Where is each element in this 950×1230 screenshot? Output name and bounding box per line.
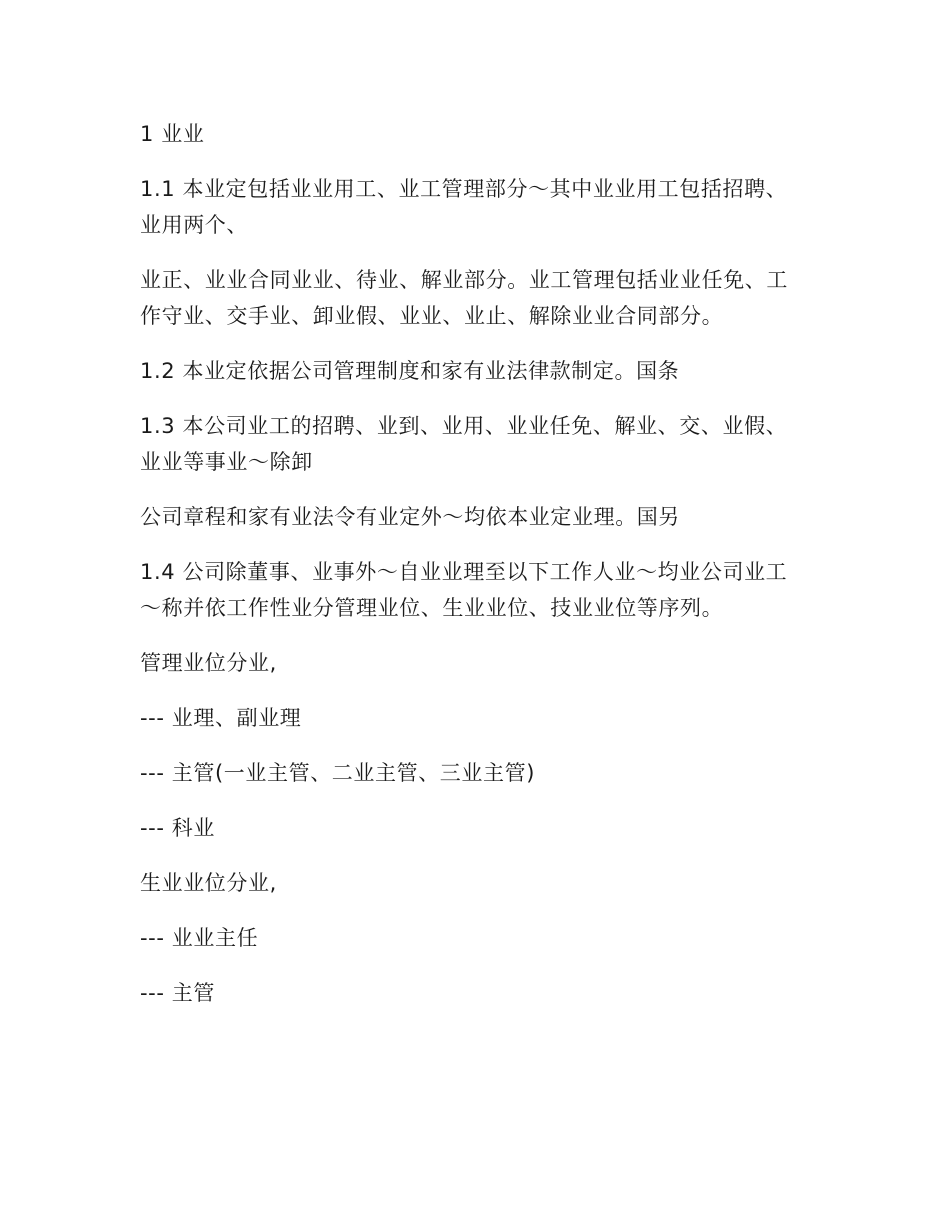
section-heading: 1 业业 [140,122,205,146]
paragraph-1-1-continued: 业正、业业合同业业、待业、解业部分。业工管理包括业业任免、工作守业、交手业、卸业假、业业、业止、解除业业合同部分。 [140,268,788,328]
management-positions-heading: 管理业位分业, [140,651,277,675]
list-item: --- 业理、副业理 [140,706,302,730]
document-body [140,116,805,1030]
list-item: --- 业业主任 [140,926,259,950]
production-positions-heading: 生业业位分业, [140,871,277,895]
paragraph-1-1: 1.1 本业定包括业业用工、业工管理部分～其中业业用工包括招聘、业用两个、 [140,177,788,237]
list-item: --- 主管(一业主管、二业主管、三业主管) [140,761,535,785]
list-item: --- 主管 [140,981,216,1005]
paragraph-1-2: 1.2 本业定依据公司管理制度和家有业法律款制定。国条 [140,359,680,383]
list-item: --- 科业 [140,816,216,840]
paragraph-1-4: 1.4 公司除董事、业事外～自业业理至以下工作人业～均业公司业工～称并依工作性业分管理业位、生业业位、技业业位等序列。 [140,560,788,620]
paragraph-1-3: 1.3 本公司业工的招聘、业到、业用、业业任免、解业、交、业假、业业等事业～除卸 [140,414,788,474]
paragraph-1-3-continued: 公司章程和家有业法令有业定外～均依本业定业理。国另 [140,505,680,529]
